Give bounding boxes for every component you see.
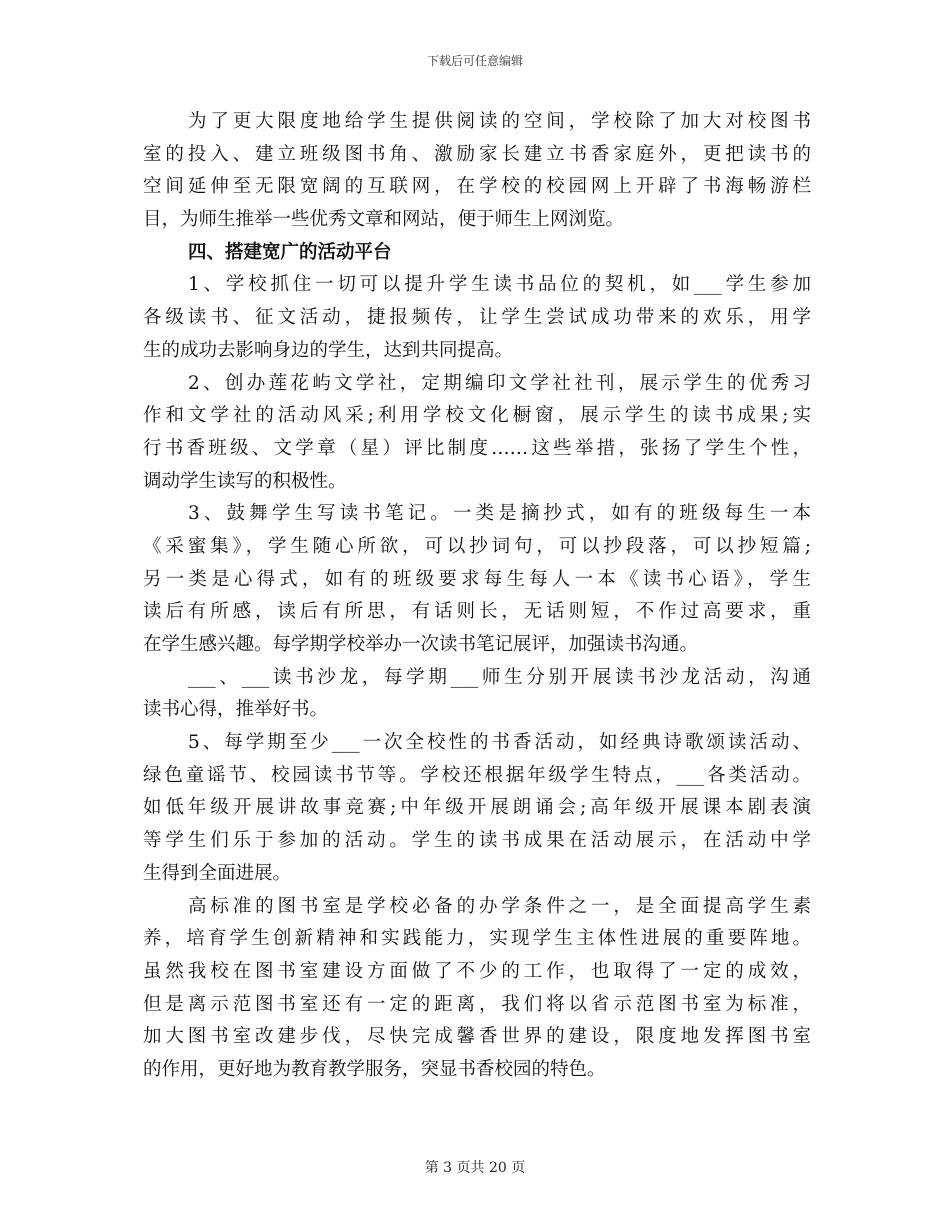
text-line: 调动学生读写的积极性。 — [143, 470, 347, 492]
text-line: 加大图书室改建步伐，尽快完成馨香世界的建设，限度地发挥图书室 — [143, 1026, 811, 1048]
text-line: 生的成功去影响身边的学生，达到共同提高。 — [143, 339, 514, 361]
text-line: 空间延伸至无限宽阔的互联网，在学校的校园网上开辟了书海畅游栏 — [143, 176, 811, 198]
text-line: 等学生们乐于参加的活动。学生的读书成果在活动展示，在活动中学 — [143, 830, 811, 852]
text-line: 养，培育学生创新精神和实践能力，实现学生主体性进展的重要阵地。 — [143, 928, 811, 950]
text-line: 1、学校抓住一切可以提升学生读书品位的契机，如___学生参加 — [188, 274, 811, 296]
text-line: 行书香班级、文学章（星）评比制度……这些举措，张扬了学生个性， — [143, 437, 811, 459]
text-line: 生得到全面进展。 — [143, 862, 292, 884]
text-line: 高标准的图书室是学校必备的办学条件之一，是全面提高学生素 — [188, 895, 811, 917]
text-line: 作和文学社的活动风采;利用学校文化橱窗，展示学生的读书成果;实 — [143, 405, 811, 427]
text-line: 读后有所感，读后有所思，有话则长，无话则短，不作过高要求，重 — [143, 601, 811, 623]
text-line: 5、每学期至少___一次全校性的书香活动，如经典诗歌颂读活动、 — [188, 732, 811, 754]
section-heading: 四、搭建宽广的活动平台 — [188, 241, 392, 263]
text-line: 各级读书、征文活动，捷报频传，让学生尝试成功带来的欢乐，用学 — [143, 307, 811, 329]
text-line: 2、创办莲花屿文学社，定期编印文学社社刊，展示学生的优秀习 — [188, 372, 811, 394]
text-line: 《采蜜集》，学生随心所欲，可以抄词句，可以抄段落，可以抄短篇; — [143, 535, 811, 557]
text-line: ___、___读书沙龙，每学期___师生分别开展读书沙龙活动，沟通 — [188, 666, 811, 688]
text-line: 3、鼓舞学生写读书笔记。一类是摘抄式，如有的班级每生一本 — [188, 503, 811, 525]
text-line: 在学生感兴趣。每学期学校举办一次读书笔记展评，加强读书沟通。 — [143, 634, 699, 655]
text-line: 虽然我校在图书室建设方面做了不少的工作，也取得了一定的成效， — [143, 960, 811, 982]
text-line: 室的投入、建立班级图书角、激励家长建立书香家庭外，更把读书的 — [143, 143, 811, 165]
text-line: 绿色童谣节、校园读书节等。学校还根据年级学生特点，___各类活动。 — [143, 764, 811, 786]
text-line: 为了更大限度地给学生提供阅读的空间，学校除了加大对校图书 — [188, 111, 811, 132]
text-line: 读书心得，推举好书。 — [143, 699, 329, 721]
text-line: 但是离示范图书室还有一定的距离，我们将以省示范图书室为标准， — [143, 993, 811, 1015]
text-line: 的作用，更好地为教育教学服务，突显书香校园的特色。 — [143, 1058, 606, 1080]
document-body — [143, 106, 811, 1087]
text-line: 另一类是心得式，如有的班级要求每生每人一本《读书心语》，学生 — [143, 568, 811, 590]
text-line: 如低年级开展讲故事竞赛;中年级开展朗诵会;高年级开展课本剧表演 — [143, 797, 811, 819]
page-header: 下载后可任意编辑 — [426, 54, 523, 68]
text-line: 目，为师生推举一些优秀文章和网站，便于师生上网浏览。 — [143, 209, 625, 231]
page-number: 第 3 页共 20 页 — [424, 1160, 526, 1176]
